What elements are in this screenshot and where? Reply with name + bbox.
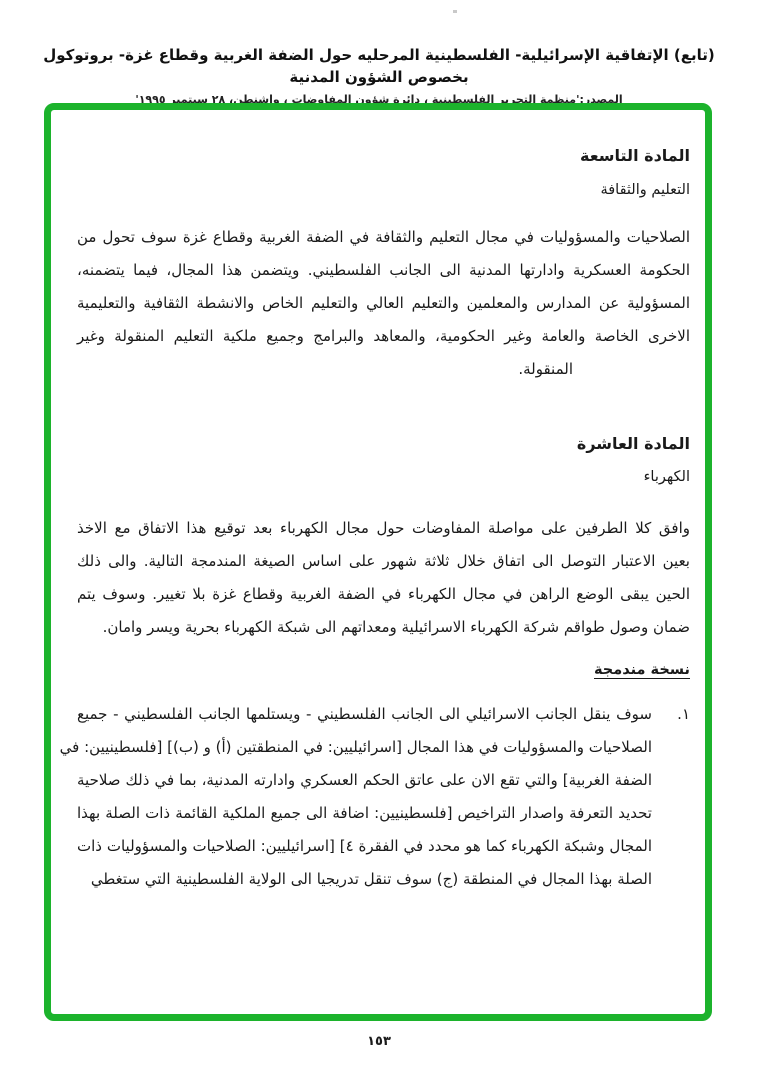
merged-version-item-1: [59, 698, 690, 896]
paragraph-line: سوف ينقل الجانب الاسرائيلي الى الجانب الفلسطيني - ويستلمها الجانب الفلسطيني - جميع: [77, 705, 652, 723]
page-number: ١٥٣: [367, 1034, 391, 1049]
merged-version-heading: نسخة مندمجة: [594, 662, 690, 678]
article-10-title: المادة العاشرة: [576, 434, 690, 453]
paragraph-line: بعين الاعتبار التوصل الى اتفاق خلال ثلاثة شهور على اساس الصيغة المندمجة التالية. والى ذلك: [77, 552, 690, 570]
article-9-subtitle: التعليم والثقافة: [600, 182, 690, 198]
paragraph-line: الصلة بهذا المجال في المنطقة (ج) سوف تنقل تدريجيا الى الولاية الفلسطينية التي ستغطي: [90, 870, 652, 888]
paragraph-line: الصلاحيات والمسؤوليات في هذا المجال [اسرائيليين: في المنطقتين (أ) و (ب)] [فلسطينيين: في: [59, 738, 652, 756]
paragraph-line: تحديد التعرفة واصدار التراخيص [فلسطينيين: اضافة الى جميع الملكية القائمة ذات الصلة بهذا: [77, 804, 652, 822]
paragraph-line: المجال وشبكة الكهرباء كما هو محدد في الفقرة ٤] [اسرائيليين: الصلاحيات والمسؤوليات ذات: [77, 837, 652, 855]
paragraph-line: الاخرى الخاصة والعامة وغير الحكومية، والمعاهد والبرامج وجميع ملكية التعليم المنقولة وغير: [77, 327, 690, 345]
item-text: [59, 698, 690, 896]
article-9-title: المادة التاسعة: [580, 146, 690, 165]
scan-artifact: [453, 10, 457, 13]
article-10-subtitle: الكهرباء: [643, 469, 690, 485]
paragraph-line: الحين يبقى الوضع الراهن في مجال الكهرباء في الضفة الغربية وقطاع غزة بلا تغيير. وسوف يتم: [77, 585, 690, 603]
item-number: ١.: [677, 705, 690, 723]
paragraph-line: الصلاحيات والمسؤوليات في مجال التعليم والثقافة في الضفة الغربية وقطاع غزة سوف تحول من: [77, 228, 690, 246]
document-header: [20, 44, 738, 106]
paragraph-line: الضفة الغربية] والتي تقع الان على عاتق الحكم العسكري وادارته المدنية، بما في ذلك صلاحية: [77, 771, 652, 789]
document-title: (تابع) الإتفاقية الإسرائيلية- الفلسطينية المرحليه حول الضفة الغربية وقطاع غزة- بروتوكول بخصوص الشؤون المدنية: [43, 46, 715, 86]
article-9-paragraph: [77, 221, 690, 386]
paragraph-line: المسؤولية عن المدارس والمعلمين والتعليم العالي والتعليم الخاص والانشطة الثقافية والتعليمية: [77, 294, 690, 312]
paragraph-line: وافق كلا الطرفين على مواصلة المفاوضات حول مجال الكهرباء بعد توقيع هذا الاتفاق مع الاخذ: [77, 519, 690, 537]
article-10-paragraph: [77, 512, 690, 644]
paragraph-line: المنقولة.: [518, 360, 573, 378]
paragraph-line: ضمان وصول طواقم شركة الكهرباء الاسرائيلية ومعداتهم الى شبكة الكهرباء بحرية ويسر وامان.: [102, 618, 690, 636]
document-source-line: المصدر:'منظمة التحرير الفلسطينية ، دائرة شؤون المفاوضات ، واشنطن، ٢٨ سبتمبر ١٩٩٥': [135, 93, 623, 106]
paragraph-line: الحكومة العسكرية وادارتها المدنية الى الجانب الفلسطيني. ويتضمن هذا المجال، فيما يتضمنه،: [77, 261, 690, 279]
